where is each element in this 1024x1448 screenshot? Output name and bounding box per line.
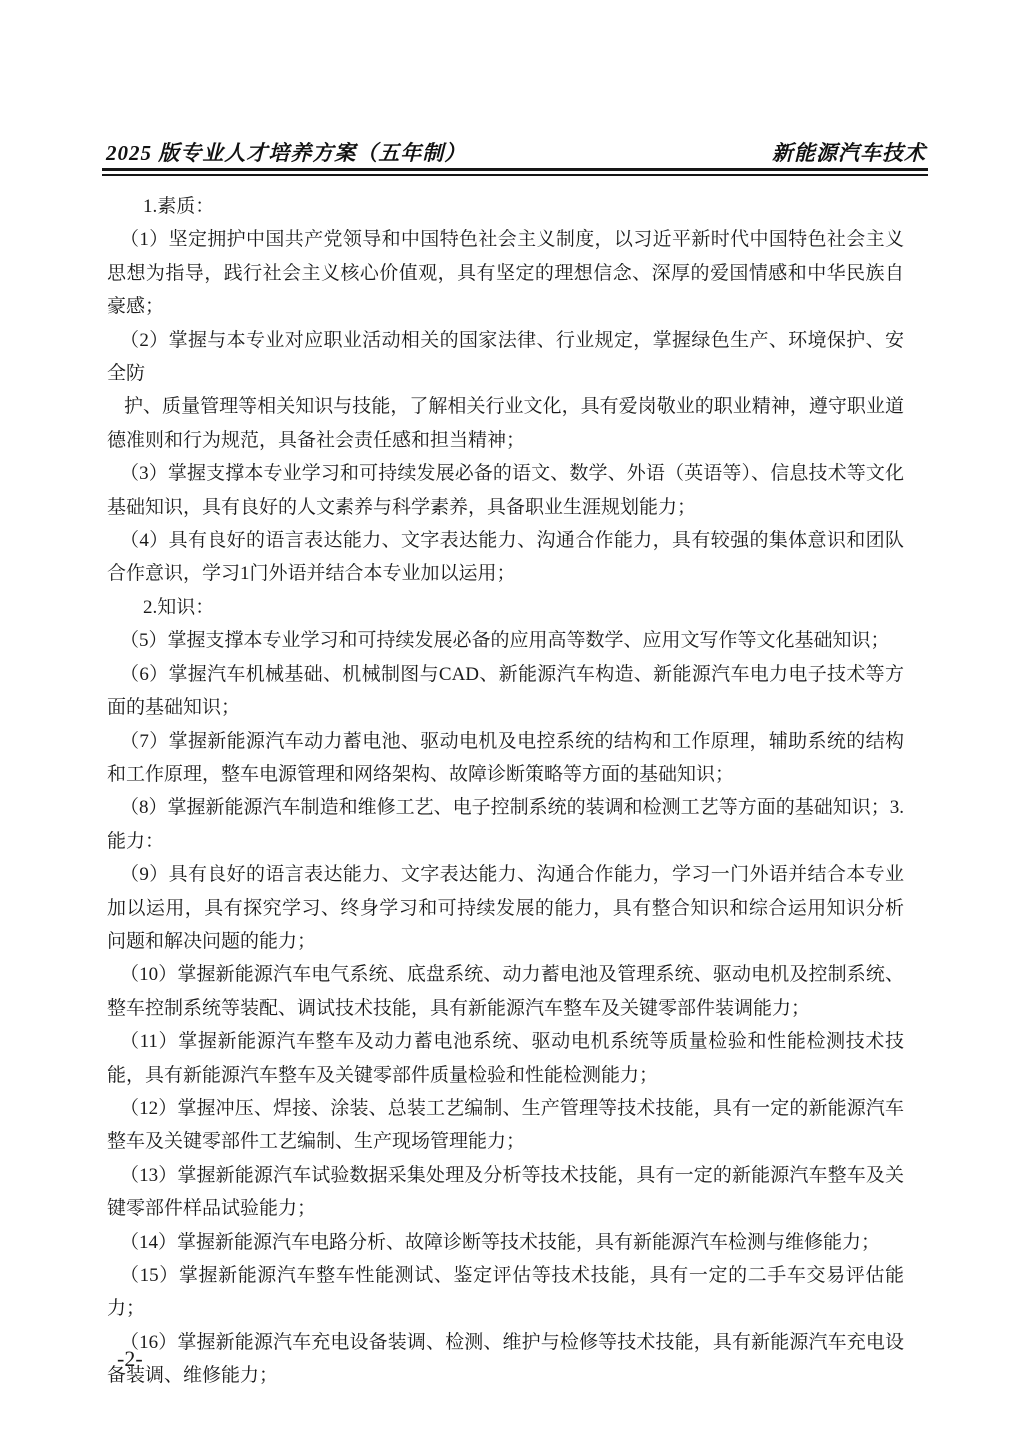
body-paragraph: （16）掌握新能源汽车充电设备装调、检测、维护与检修等技术技能，具有新能源汽车充电设备装调、维修能力； xyxy=(107,1331,904,1387)
section-heading: 1.素质： xyxy=(143,196,215,217)
body-paragraph: （7）掌握新能源汽车动力蓄电池、驱动电机及电控系统的结构和工作原理，辅助系统的结构和工作原理，整车电源管理和网络架构、故障诊断策略等方面的基础知识； xyxy=(107,730,904,785)
body-paragraph: （12）掌握冲压、焊接、涂装、总装工艺编制、生产管理等技术技能，具有一定的新能源汽车整车及关键零部件工艺编制、生产现场管理能力； xyxy=(107,1097,904,1153)
body-paragraph: （5）掌握支撑本专业学习和可持续发展必备的应用高等数学、应用文写作等文化基础知识； xyxy=(120,630,890,652)
body-paragraph: （1）坚定拥护中国共产党领导和中国特色社会主义制度，以习近平新时代中国特色社会主义思想为指导，践行社会主义核心价值观，具有坚定的理想信念、深厚的爱国情感和中华民族自豪感； xyxy=(107,229,904,318)
body-paragraph: （6）掌握汽车机械基础、机械制图与CAD、新能源汽车构造、新能源汽车电力电子技术等方面的基础知识； xyxy=(107,663,904,719)
section-heading: 2.知识： xyxy=(143,596,215,618)
body-paragraph: （9）具有良好的语言表达能力、文字表达能力、沟通合作能力，学习一门外语并结合本专业加以运用，具有探究学习、终身学习和可持续发展的能力，具有整合知识和综合运用知识分析问题和解决问题的能力； xyxy=(107,864,904,952)
body-paragraph: （15）掌握新能源汽车整车性能测试、鉴定评估等技术技能，具有一定的二手车交易评估能力； xyxy=(107,1265,904,1320)
body-paragraph: （3）掌握支撑本专业学习和可持续发展必备的语文、数学、外语（英语等）、信息技术等文化基础知识，具有良好的人文素养与科学素养，具备职业生涯规划能力； xyxy=(107,463,904,518)
document-body xyxy=(107,190,904,1393)
page-header xyxy=(106,137,926,167)
page-number: -2- xyxy=(117,1346,143,1371)
body-paragraph: （4）具有良好的语言表达能力、文字表达能力、沟通合作能力，具有较强的集体意识和团队合作意识，学习1门外语并结合本专业加以运用； xyxy=(107,530,904,585)
header-left-title: 2025 版专业人才培养方案（五年制） xyxy=(106,141,467,165)
body-paragraph: （2）掌握与本专业对应职业活动相关的国家法律、行业规定，掌握绿色生产、环境保护、安全防 xyxy=(107,329,904,385)
body-paragraph: （11）掌握新能源汽车整车及动力蓄电池系统、驱动电机系统等质量检验和性能检测技术技能，具有新能源汽车整车及关键零部件质量检验和性能检测能力； xyxy=(107,1031,904,1086)
header-rule xyxy=(102,168,928,176)
body-paragraph: （8）掌握新能源汽车制造和维修工艺、电子控制系统的装调和检测工艺等方面的基础知识；3.能力： xyxy=(107,797,904,852)
header-right-title: 新能源汽车技术 xyxy=(772,141,926,165)
body-paragraph: （13）掌握新能源汽车试验数据采集处理及分析等技术技能，具有一定的新能源汽车整车及关键零部件样品试验能力； xyxy=(107,1164,904,1220)
body-paragraph: （10）掌握新能源汽车电气系统、底盘系统、动力蓄电池及管理系统、驱动电机及控制系统、整车控制系统等装配、调试技术技能，具有新能源汽车整车及关键零部件装调能力； xyxy=(107,964,904,1019)
body-paragraph: 护、质量管理等相关知识与技能，了解相关行业文化，具有爱岗敬业的职业精神，遵守职业道德准则和行为规范，具备社会责任感和担当精神； xyxy=(107,396,904,451)
body-paragraph: （14）掌握新能源汽车电路分析、故障诊断等技术技能，具有新能源汽车检测与维修能力； xyxy=(120,1231,881,1253)
